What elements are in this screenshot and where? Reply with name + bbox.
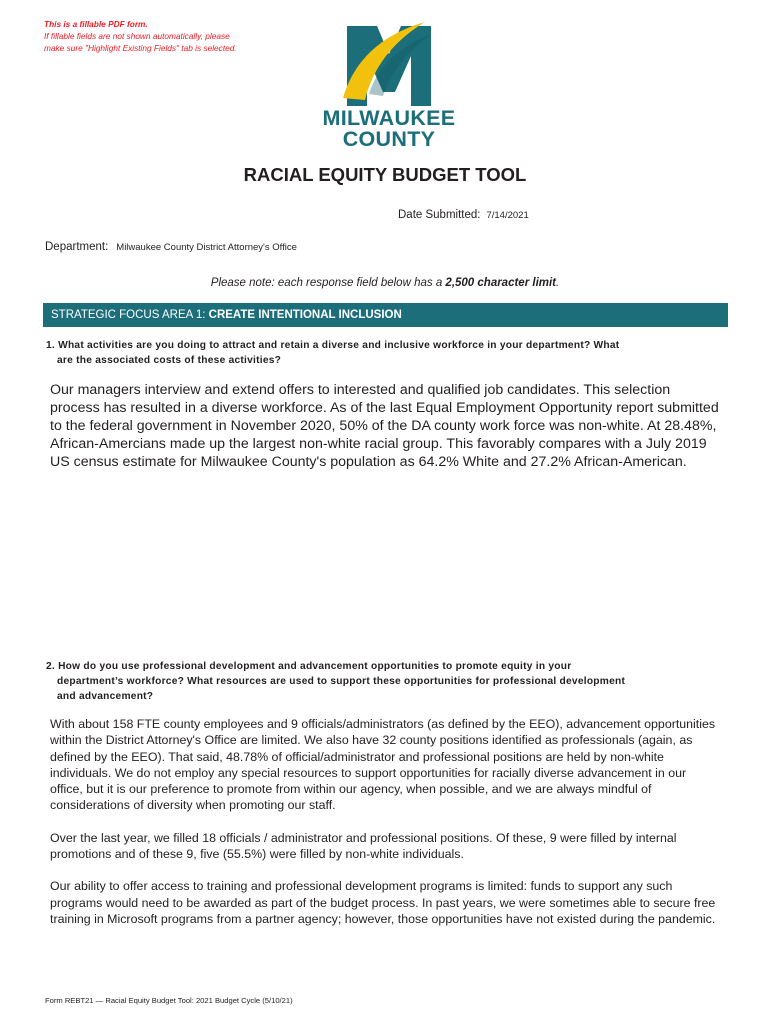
- question-2-line-2: department’s workforce? What resources are used to support these opportunities for professional development: [57, 676, 626, 687]
- fillable-form-notice: [44, 18, 237, 54]
- answer-2-paragraph-1: With about 158 FTE county employees and 9 officials/administrators (as defined by the EEO), advancement opportunities within the District Attorney's Office are limited. We also have 32 county positions identified as professionals (again, as defined by the EEO). That said, 48.78% of official/administrator and professional positions are held by non-white individuals. We do not employ any special resources to support opportunities for racially diverse advancement in our office, but it is our preference to promote from within our agency, when possible, and we are always mindful of considerations of diversity when promoting our staff.: [50, 717, 716, 813]
- notice-line-3: make sure "Highlight Existing Fields" tab is selected.: [44, 43, 237, 53]
- question-2-line-3: and advancement?: [57, 691, 154, 702]
- answer-1-text: Our managers interview and extend offers to interested and qualified job candidates. This selection process has resulted in a diverse workforce. As of the last Equal Employment Opportunity report submitted to the federal government in November 2020, 50% of the DA county work force was non-white. At 28.48%, African-Amercians made up the largest non-white racial group. This favorably compares with a July 2019 US census estimate for Milwaukee County's population as 64.2% White and 27.2% African-American.: [50, 382, 719, 470]
- answer-2-field[interactable]: [50, 716, 720, 927]
- note-emphasis: 2,500 character limit: [445, 277, 557, 289]
- date-submitted-field[interactable]: 7/14/2021: [486, 210, 529, 221]
- question-2-line-1: 2. How do you use professional development and advancement opportunities to promote equity in your: [46, 661, 572, 672]
- banner-label: STRATEGIC FOCUS AREA 1:: [51, 309, 209, 321]
- milwaukee-county-logo-icon: [339, 20, 439, 108]
- department-label: Department:: [45, 241, 109, 253]
- logo-line-2: COUNTY: [342, 127, 436, 151]
- question-1: [46, 338, 619, 368]
- form-footer: Form REBT21 — Racial Equity Budget Tool: 2021 Budget Cycle (5/10/21): [45, 996, 293, 1005]
- logo-wordmark: [300, 108, 478, 150]
- note-suffix: .: [556, 277, 560, 289]
- answer-1-field[interactable]: [50, 381, 720, 471]
- date-submitted-row: [398, 209, 529, 221]
- note-prefix: Please note: each response field below has a: [210, 277, 446, 289]
- department-field[interactable]: Milwaukee County District Attorney's Office: [116, 242, 297, 253]
- page-title: RACIAL EQUITY BUDGET TOOL: [243, 164, 527, 185]
- question-1-line-1: 1. What activities are you doing to attract and retain a diverse and inclusive workforce in your department? What: [46, 340, 620, 351]
- answer-2-paragraph-3: Our ability to offer access to training and professional development programs is limited: funds to support any such programs would need to be awarded as part of the budget process. In past years, we were sometimes able to secure free training in Microsoft programs from a partner agency; however, those opportunities have not existed during the pandemic.: [50, 879, 716, 926]
- logo-line-1: MILWAUKEE: [322, 106, 456, 130]
- department-row: [45, 241, 297, 253]
- question-1-line-2: are the associated costs of these activities?: [57, 355, 282, 366]
- question-2: [46, 659, 625, 704]
- strategic-focus-banner: [43, 303, 728, 327]
- character-limit-note: [0, 277, 770, 289]
- notice-line-2: If fillable fields are not shown automatically, please: [44, 31, 230, 41]
- answer-2-paragraph-2: Over the last year, we filled 18 officials / administrator and professional positions. Of these, 9 were filled by internal promotions and of these 9, five (55.5%) were filled by non-white individuals.: [50, 830, 677, 862]
- date-submitted-label: Date Submitted:: [398, 209, 481, 221]
- notice-line-1: This is a fillable PDF form.: [44, 19, 148, 29]
- banner-emphasis: CREATE INTENTIONAL INCLUSION: [208, 309, 402, 321]
